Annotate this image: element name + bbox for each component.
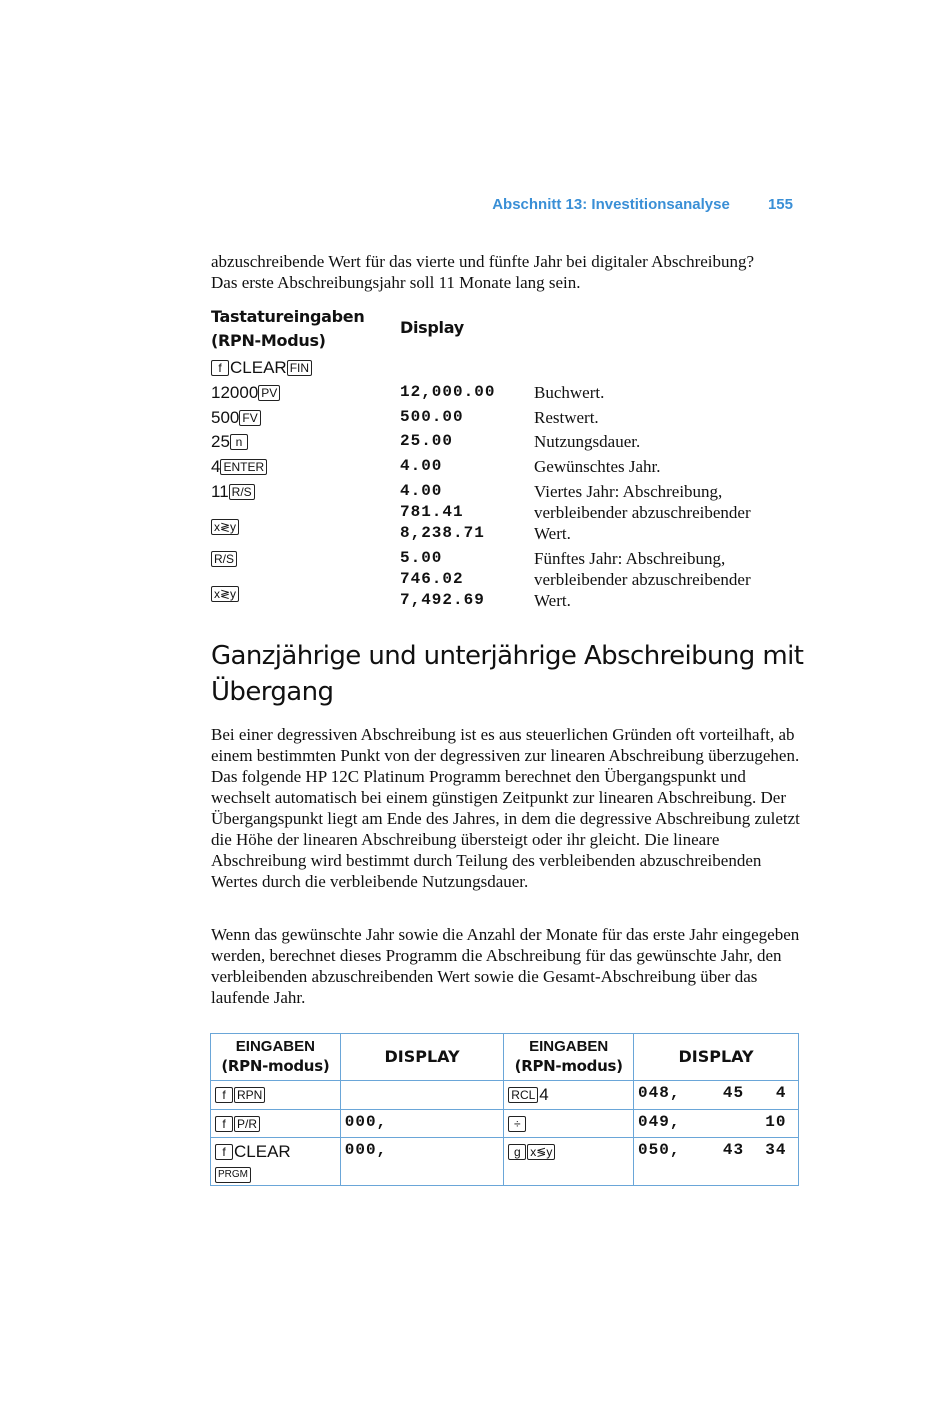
display-value: 746.02 xyxy=(400,570,464,588)
intro-line-2: Das erste Abschreibungsjahr soll 11 Monate lang sein. xyxy=(211,273,581,292)
display-column-header: Display xyxy=(400,318,464,337)
key-rcl: RCL xyxy=(508,1087,538,1103)
display-value: 4.00 xyxy=(400,482,443,500)
key-rpn: RPN xyxy=(234,1087,265,1103)
key-x-exchange-y: x≷y xyxy=(211,519,239,535)
section-title: Abschnitt 13: Investitionsanalyse xyxy=(492,196,730,213)
header-inputs xyxy=(504,1034,634,1081)
comment: Nutzungsdauer. xyxy=(534,432,641,451)
input-cell xyxy=(211,1081,341,1110)
keystroke-column-header xyxy=(211,305,364,353)
key-prgm: PRGM xyxy=(215,1167,251,1183)
key-x-compare-y: x≶y xyxy=(527,1144,555,1160)
header-display xyxy=(634,1034,799,1081)
key-fv: FV xyxy=(239,410,260,426)
keystroke-entry xyxy=(211,407,262,428)
display-value: 500.00 xyxy=(400,408,464,426)
display-cell: 000, xyxy=(340,1138,504,1186)
key-f: f xyxy=(215,1116,233,1132)
input-cell xyxy=(504,1138,634,1186)
header-inputs xyxy=(211,1034,341,1081)
header-display xyxy=(340,1034,504,1081)
display-cell xyxy=(340,1081,504,1110)
input-cell xyxy=(504,1081,634,1110)
comment: Wert. xyxy=(534,524,571,543)
body-paragraph-2: Wenn das gewünschte Jahr sowie die Anzahl der Monate für das erste Jahr eingegeben werden, berechnet dieses Programm die Abschreibung für das gewünschte Jahr, den verbleibenden abzuschreibenden Wert sowie die Gesamt-Abschreibung über das laufende Jahr. xyxy=(211,925,800,1007)
header-inputs-label: EINGABEN xyxy=(529,1038,609,1055)
input-cell xyxy=(504,1110,634,1138)
comment: Viertes Jahr: Abschreibung, xyxy=(534,482,723,501)
key-g: g xyxy=(508,1144,526,1160)
keystroke-entry xyxy=(211,431,249,452)
header-display-label: DISPLAY xyxy=(384,1047,460,1066)
key-divide: ÷ xyxy=(508,1116,526,1132)
display-value: 8,238.71 xyxy=(400,524,485,542)
display-value: 25.00 xyxy=(400,432,454,450)
program-listing-table xyxy=(210,1033,799,1186)
number-entry: 11 xyxy=(211,482,229,501)
header-mode-label: (RPN-modus) xyxy=(221,1057,330,1075)
program-table-header xyxy=(211,1034,799,1081)
display-value: 12,000.00 xyxy=(400,383,496,401)
keystroke-header-line-1: Tastatureingaben xyxy=(211,307,365,326)
section-heading-line-1: Ganzjährige und unterjährige Abschreibung mit xyxy=(211,641,804,671)
table-row xyxy=(211,1081,799,1110)
input-cell xyxy=(211,1110,341,1138)
number-entry: 500 xyxy=(211,408,240,427)
display-cell: 050, 43 34 xyxy=(634,1138,799,1186)
intro-line-1: abzuschreibende Wert für das vierte und fünfte Jahr bei digitaler Abschreibung? xyxy=(211,252,755,271)
keystroke-entry xyxy=(211,382,281,403)
number-entry: 25 xyxy=(211,432,230,451)
keystroke-entry xyxy=(211,357,313,378)
section-heading-line-2: Übergang xyxy=(211,677,334,707)
comment: Wert. xyxy=(534,591,571,610)
display-cell: 000, xyxy=(340,1110,504,1138)
key-fin: FIN xyxy=(287,360,312,376)
key-n: n xyxy=(230,434,248,450)
keystroke-entry xyxy=(211,583,240,604)
header-inputs-label: EINGABEN xyxy=(235,1038,315,1055)
key-f: f xyxy=(215,1087,233,1103)
comment: verbleibender abzuschreibender xyxy=(534,570,751,589)
number-entry: 4 xyxy=(211,457,221,476)
display-value: 5.00 xyxy=(400,549,443,567)
display-cell: 049, 10 xyxy=(634,1110,799,1138)
number-entry: 12000 xyxy=(211,383,259,402)
keystroke-header-line-2: (RPN-Modus) xyxy=(211,331,326,350)
running-header xyxy=(492,196,793,213)
table-row xyxy=(211,1138,799,1186)
key-x-exchange-y: x≷y xyxy=(211,586,239,602)
comment: Restwert. xyxy=(534,408,599,427)
key-f: f xyxy=(215,1144,233,1160)
display-cell: 048, 45 4 xyxy=(634,1081,799,1110)
comment: Fünftes Jahr: Abschreibung, xyxy=(534,549,726,568)
key-rs: R/S xyxy=(229,484,255,500)
display-value: 7,492.69 xyxy=(400,591,485,609)
key-enter: ENTER xyxy=(220,459,267,475)
key-rs: R/S xyxy=(211,551,237,567)
display-value: 4.00 xyxy=(400,457,443,475)
key-label: CLEAR xyxy=(230,358,287,377)
key-pr: P/R xyxy=(234,1116,260,1132)
key-label: CLEAR xyxy=(234,1142,291,1161)
intro-text xyxy=(211,251,801,293)
keystroke-entry xyxy=(211,548,238,569)
comment: Gewünschtes Jahr. xyxy=(534,457,661,476)
keystroke-entry xyxy=(211,481,256,502)
page-number: 155 xyxy=(767,196,793,213)
keystroke-entry xyxy=(211,516,240,537)
body-paragraph-1: Bei einer degressiven Abschreibung ist es aus steuerlichen Gründen oft vorteilhaft, ab einem bestimmten Punkt von der degressiven zur linearen Abschreibung überzugehen. Das folgende HP 12C Platinum Programm berechnet den Übergangspunkt und wechselt automatisch bei einem günstigen Zeitpunkt zur linearen Abschreibung. Der Übergangspunkt liegt am Ende des Jahres, in dem die degressive Abschreibung zuletzt die Höhe der linearen Abschreibung übersteigt oder ihr gleicht. Die lineare Abschreibung wird bestimmt durch Teilung des verbleibenden abzuschreibenden Wertes durch die verbleibende Nutzungsdauer. xyxy=(211,725,800,891)
key-pv: PV xyxy=(258,385,280,401)
comment: Buchwert. xyxy=(534,383,605,402)
display-value: 781.41 xyxy=(400,503,464,521)
number-entry: 4 xyxy=(539,1085,549,1104)
comment: verbleibender abzuschreibender xyxy=(534,503,751,522)
key-f: f xyxy=(211,360,229,376)
header-display-label: DISPLAY xyxy=(678,1047,754,1066)
keystroke-entry xyxy=(211,456,268,477)
table-row xyxy=(211,1110,799,1138)
section-heading xyxy=(211,638,811,710)
input-cell xyxy=(211,1138,341,1186)
header-mode-label: (RPN-modus) xyxy=(514,1057,623,1075)
